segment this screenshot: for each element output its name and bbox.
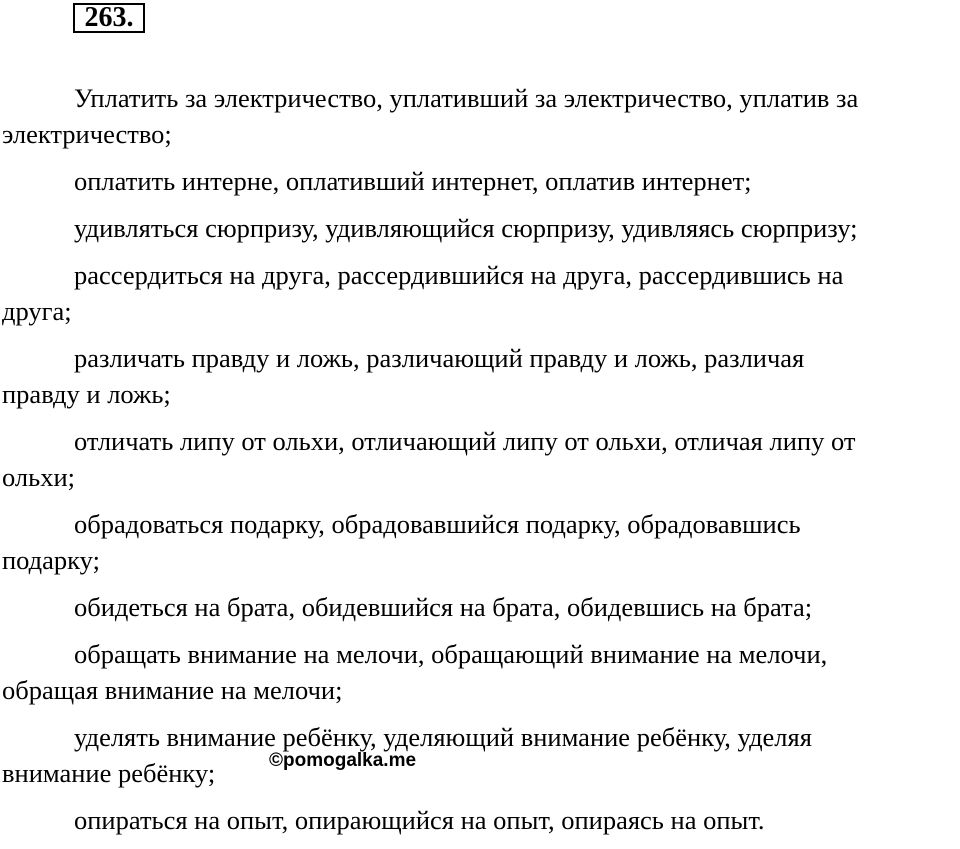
paragraph-3 <box>2 210 956 246</box>
paragraph-line: обращать внимание на мелочи, обращающий внимание на мелочи, <box>74 639 828 669</box>
paragraph-6 <box>2 423 956 495</box>
paragraph-1 <box>2 80 956 152</box>
paragraph-line: различать правду и ложь, различающий правду и ложь, различая <box>74 343 805 373</box>
paragraph-2 <box>2 163 956 199</box>
paragraph-line: отличать липу от ольхи, отличающий липу от ольхи, отличая липу от <box>74 426 856 456</box>
paragraph-line: обрадоваться подарку, обрадовавшийся подарку, обрадовавшись <box>74 509 801 539</box>
paragraph-11 <box>2 802 956 838</box>
paragraph-7 <box>2 506 956 578</box>
paragraph-10 <box>2 719 956 791</box>
paragraph-line: удивляться сюрпризу, удивляющийся сюрпризу, удивляясь сюрпризу; <box>74 213 858 243</box>
paragraph-line: электричество; <box>2 119 172 149</box>
paragraph-9 <box>2 636 956 708</box>
paragraph-line: обращая внимание на мелочи; <box>2 675 343 705</box>
paragraph-line: внимание ребёнку; <box>2 758 216 788</box>
paragraph-line: друга; <box>2 296 72 326</box>
paragraph-line: правду и ложь; <box>2 379 171 409</box>
paragraph-line: обидеться на брата, обидевшийся на брата, обидевшись на брата; <box>74 592 813 622</box>
paragraph-line: ольхи; <box>2 462 76 492</box>
exercise-number: 263. <box>73 3 145 33</box>
paragraph-line: оплатить интерне, оплативший интернет, оплатив интернет; <box>74 166 752 196</box>
paragraph-line: подарку; <box>2 545 100 575</box>
paragraph-line: рассердиться на друга, рассердившийся на друга, рассердившись на <box>74 260 844 290</box>
paragraph-line: Уплатить за электричество, уплативший за электричество, уплатив за <box>74 83 859 113</box>
watermark: ©pomogalka.me <box>269 750 417 771</box>
paragraph-5 <box>2 340 956 412</box>
paragraph-8 <box>2 589 956 625</box>
paragraph-line: уделять внимание ребёнку, уделяющий внимание ребёнку, уделяя <box>74 722 812 752</box>
paragraph-4 <box>2 257 956 329</box>
paragraph-line: опираться на опыт, опирающийся на опыт, опираясь на опыт. <box>74 805 765 835</box>
exercise-text <box>2 80 956 849</box>
